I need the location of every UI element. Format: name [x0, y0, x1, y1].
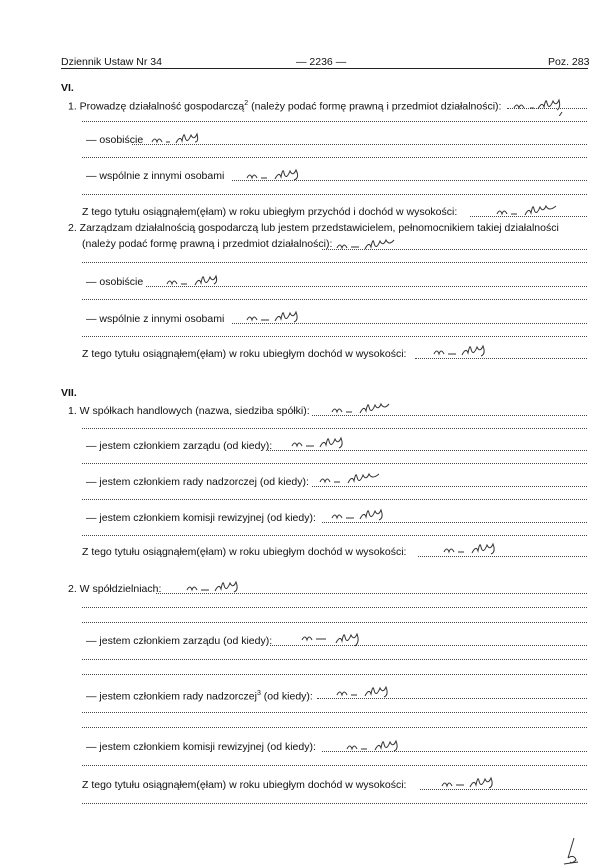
- handwritten-entry: [495, 202, 575, 214]
- signature-mark: [560, 836, 586, 848]
- handwritten-entry: [150, 130, 230, 142]
- vi-item2-label-line2: (należy podać formę prawną i przedmiot działalności):: [82, 238, 333, 250]
- vii-item1-komisja-line2[interactable]: [82, 535, 587, 536]
- vi-item1-osobiscie-label: — osobiście: [86, 134, 144, 146]
- handwritten-entry: [345, 737, 425, 749]
- header-rule: [61, 68, 588, 69]
- position-number: Poz. 283: [548, 56, 590, 68]
- handwritten-entry: [512, 94, 592, 106]
- vi-item1-income-label: Z tego tytułu osiągnąłem(ęłam) w roku ubiegłym przychód i dochód w wysokości:: [82, 206, 458, 218]
- vii-item2-rada-label: — jestem członkiem rady nadzorczej$^3$ (od kiedy):: [86, 690, 313, 703]
- vi-item2-osobiscie-label: — osobiście: [86, 276, 144, 288]
- vii-item2-zarzad-line2[interactable]: [82, 659, 587, 660]
- vi-item1-field-line2[interactable]: [82, 121, 587, 122]
- handwritten-entry: [440, 774, 520, 786]
- vii-item2-zarzad-line3[interactable]: [82, 674, 587, 675]
- vii-item2-income-line2[interactable]: [82, 803, 587, 804]
- vi-item1-wspolnie-line2[interactable]: [82, 194, 587, 195]
- vii-item1-zarzad-line2[interactable]: [82, 463, 587, 464]
- handwritten-entry: [245, 308, 325, 320]
- vii-item1-rada-line2[interactable]: [82, 499, 587, 500]
- handwritten-entry: [442, 540, 522, 552]
- vi-item2-wspolnie-label: — wspólnie z innymi osobami: [86, 313, 225, 325]
- handwritten-entry: [335, 236, 415, 248]
- handwritten-entry: [245, 166, 325, 178]
- vi-item2-field-line2[interactable]: [82, 262, 587, 263]
- handwritten-entry: [432, 342, 512, 354]
- handwritten-entry: [290, 434, 370, 446]
- vii-item2-field-line3[interactable]: [82, 622, 587, 623]
- handwritten-entry: [335, 683, 415, 695]
- vii-item2-zarzad-label: — jestem członkiem zarządu (od kiedy):: [86, 635, 273, 647]
- journal-title: Dziennik Ustaw Nr 34: [61, 56, 162, 68]
- vi-item2-wspolnie-line2[interactable]: [82, 336, 587, 337]
- vii-item2-komisja-line2[interactable]: [82, 765, 587, 766]
- handwritten-entry: [165, 272, 245, 284]
- vii-item2-income-label: Z tego tytułu osiągnąłem(ęłam) w roku ubiegłym dochód w wysokości:: [82, 779, 407, 791]
- handwritten-entry: [300, 628, 390, 640]
- handwritten-entry: [185, 578, 265, 590]
- vii-item1-zarzad-label: — jestem członkiem zarządu (od kiedy):: [86, 440, 273, 452]
- vi-item2-osobiscie-line2[interactable]: [82, 299, 587, 300]
- vii-item2-rada-line2[interactable]: [82, 712, 587, 713]
- handwritten-entry: [318, 470, 398, 482]
- vii-item1-field-line2[interactable]: [82, 428, 587, 429]
- vii-item2-rada-line3[interactable]: [82, 727, 587, 728]
- handwritten-entry: [330, 506, 410, 518]
- vii-item1-income-label: Z tego tytułu osiągnąłem(ęłam) w roku ubiegłym dochód w wysokości:: [82, 546, 407, 558]
- vi-item1-osobiscie-line2[interactable]: [82, 157, 587, 158]
- vii-item1-rada-label: — jestem członkiem rady nadzorczej (od kiedy):: [86, 476, 309, 488]
- vii-item2-komisja-label: — jestem członkiem komisji rewizyjnej (od kiedy):: [86, 741, 316, 753]
- vi-item1-label: 1. Prowadzę działalność gospodarczą$^2$ (należy podać formę prawną i przedmiot działalności):: [68, 100, 502, 113]
- handwritten-entry: [330, 400, 410, 412]
- vii-item1-label: 1. W spółkach handlowych (nazwa, siedziba spółki):: [68, 405, 310, 417]
- page-number: — 2236 —: [296, 56, 347, 68]
- vii-item1-komisja-label: — jestem członkiem komisji rewizyjnej (od kiedy):: [86, 512, 316, 524]
- section-heading-vii: VII.: [61, 387, 77, 399]
- vii-item2-field-line2[interactable]: [82, 607, 587, 608]
- vi-item2-income-label: Z tego tytułu osiągnąłem(ęłam) w roku ubiegłym dochód w wysokości:: [82, 348, 407, 360]
- vi-item2-label-line1: 2. Zarządzam działalnością gospodarczą lub jestem przedstawicielem, pełnomocnikiem takiej działalności: [68, 222, 559, 234]
- section-heading-vi: VI.: [61, 82, 74, 94]
- vii-item2-label: 2. W spółdzielniach:: [68, 583, 162, 595]
- vi-item1-wspolnie-label: — wspólnie z innymi osobami: [86, 170, 225, 182]
